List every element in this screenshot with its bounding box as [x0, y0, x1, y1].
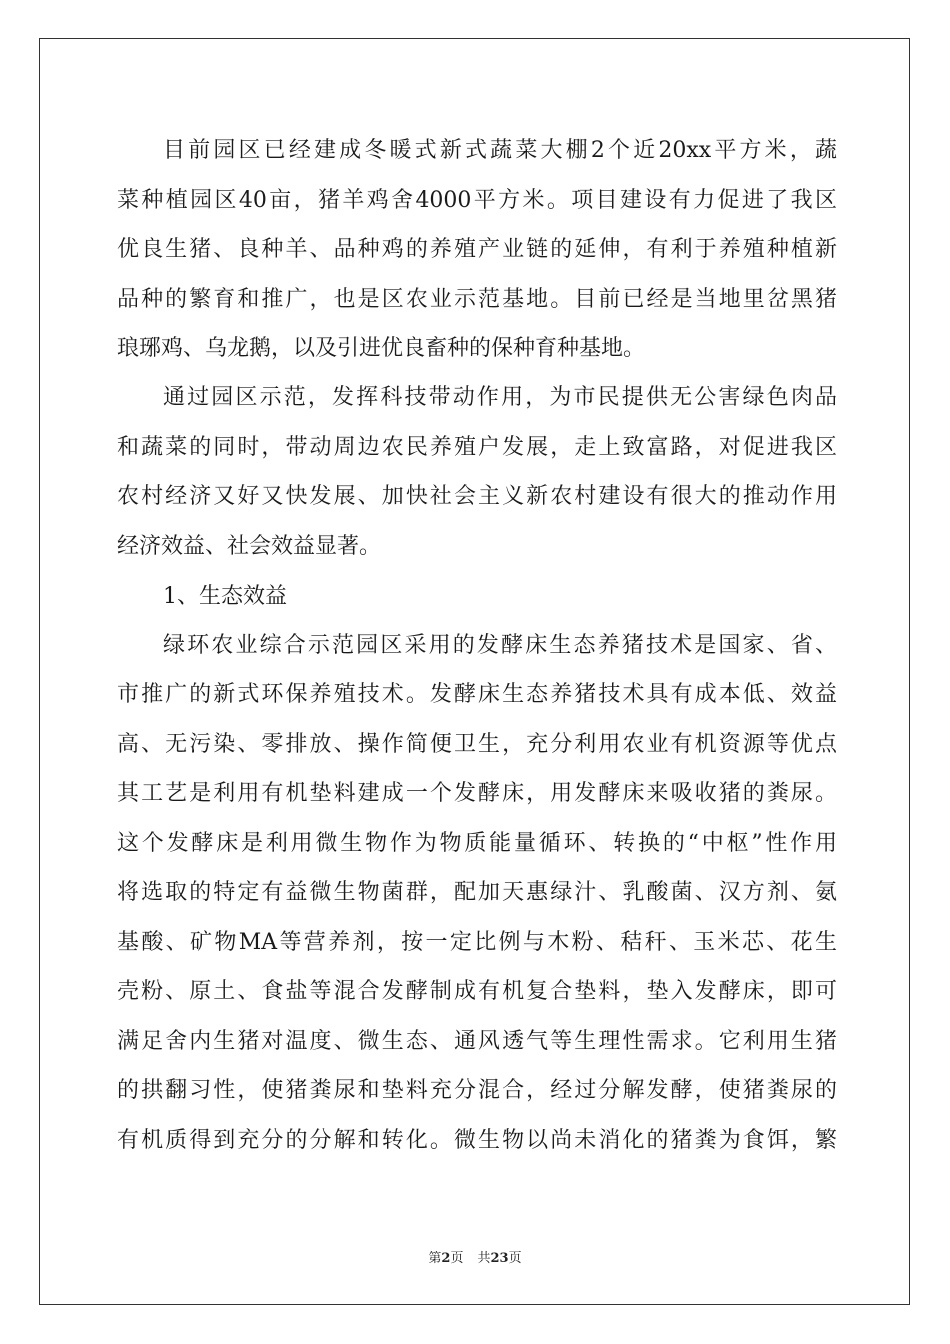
paragraph-line: 目前园区已经建成冬暖式新式蔬菜大棚2个近20xx平方米，蔬 — [163, 138, 837, 163]
paragraph-line: 绿环农业综合示范园区采用的发酵床生态养猪技术是国家、省、 — [163, 633, 837, 658]
paragraph-line: 优良生猪、良种羊、品种鸡的养殖产业链的延伸，有利于养殖种植新 — [117, 237, 837, 262]
paragraph-line: 高、无污染、零排放、操作简便卫生，充分利用农业有机资源等优点 — [117, 732, 837, 757]
paragraph-line: 满足舍内生猪对温度、微生态、通风透气等生理性需求。它利用生猪 — [117, 1029, 837, 1054]
paragraph-line: 通过园区示范，发挥科技带动作用，为市民提供无公害绿色肉品 — [163, 385, 837, 410]
page-number: 2 — [441, 1251, 451, 1266]
total-pages: 23 — [490, 1251, 509, 1266]
page-suffix: 页 — [450, 1251, 464, 1266]
page-border — [39, 38, 910, 1305]
paragraph-line: 这个发酵床是利用微生物作为物质能量循环、转换的“中枢”性作用 — [117, 831, 837, 856]
paragraph-line: 壳粉、原土、食盐等混合发酵制成有机复合垫料，垫入发酵床，即可 — [117, 979, 837, 1004]
paragraph-line: 琅琊鸡、乌龙鹅，以及引进优良畜种的保种育种基地。 — [117, 336, 646, 361]
paragraph-line: 品种的繁育和推广，也是区农业示范基地。目前已经是当地里岔黑猪 — [117, 287, 837, 312]
paragraph-line: 菜种植园区40亩，猪羊鸡舍4000平方米。项目建设有力促进了我区 — [117, 188, 837, 213]
paragraph-line: 农村经济又好又快发展、加快社会主义新农村建设有很大的推动作用 — [117, 484, 837, 509]
paragraph-line: 的拱翻习性，使猪粪尿和垫料充分混合，经过分解发酵，使猪粪尿的 — [117, 1078, 837, 1103]
paragraph-line: 其工艺是利用有机垫料建成一个发酵床，用发酵床来吸收猪的粪尿。 — [117, 781, 837, 806]
total-suffix: 页 — [508, 1251, 522, 1266]
page-footer — [0, 1250, 950, 1268]
paragraph-line: 经济效益、社会效益显著。 — [117, 534, 382, 559]
paragraph-line: 基酸、矿物MA等营养剂，按一定比例与木粉、秸秆、玉米芯、花生 — [117, 930, 837, 955]
section-heading: 1、生态效益 — [163, 584, 287, 609]
paragraph-line: 和蔬菜的同时，带动周边农民养殖户发展，走上致富路，对促进我区 — [117, 435, 837, 460]
page-prefix: 第 — [428, 1251, 442, 1266]
total-prefix: 共 — [477, 1251, 491, 1266]
paragraph-line: 有机质得到充分的分解和转化。微生物以尚未消化的猪粪为食饵，繁 — [117, 1128, 837, 1153]
paragraph-line: 将选取的特定有益微生物菌群，配加天惠绿汁、乳酸菌、汉方剂、氨 — [117, 880, 837, 905]
paragraph-line: 市推广的新式环保养殖技术。发酵床生态养猪技术具有成本低、效益 — [117, 682, 837, 707]
